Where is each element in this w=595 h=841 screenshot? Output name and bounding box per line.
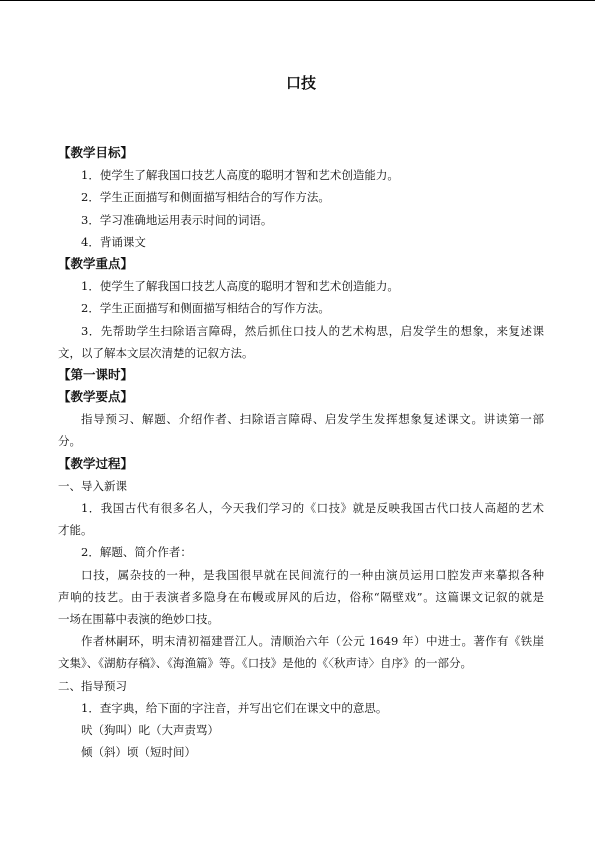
text-line: 4．背诵课文 (81, 234, 146, 249)
text-line: 1．使学生了解我国口技艺人高度的聪明才智和艺术创造能力。 (81, 168, 399, 183)
text-line: 2．学生正面描写和侧面描写相结合的写作方法。 (81, 190, 330, 205)
section-heading: 【第一课时】 (58, 366, 134, 382)
text-line: 3．学习准确地运用表示时间的词语。 (81, 212, 273, 227)
text-line: 作者林嗣环，明末清初福建晋江人。清顺治六年（公元 1649 年）中进士。著作有《铁崖 (81, 634, 544, 649)
text-line: 一、导入新课 (58, 478, 127, 493)
text-line: 文集》、《湖舫存稿》、《海渔篇》等。《口技》是他的《〈秋声诗〉自序》的一部分。 (58, 656, 472, 671)
text-line: 2．学生正面描写和侧面描写相结合的写作方法。 (81, 301, 330, 316)
text-line: 声响的技艺。由于表演者多隐身在布幔或屏风的后边，俗称“隔壁戏”。这篇课文记叙的就是 (58, 589, 544, 604)
text-line: 3．先帮助学生扫除语言障碍，然后抓住口技人的艺术构思，启发学生的想象，来复述课 (81, 323, 544, 338)
text-line: 一场在围幕中表演的绝妙口技。 (58, 611, 219, 626)
text-line: 1．查字典，给下面的字注音，并写出它们在课文中的意思。 (81, 700, 388, 715)
text-line: 1．使学生了解我国口技艺人高度的聪明才智和艺术创造能力。 (81, 279, 399, 294)
section-heading: 【教学目标】 (58, 145, 134, 160)
section-heading: 【教学要点】 (58, 389, 134, 405)
text-line: 才能。 (58, 523, 93, 538)
text-line: 口技，属杂技的一种，是我国很早就在民间流行的一种由演员运用口腔发声来摹拟各种 (81, 567, 544, 582)
document-title: 口技 (285, 74, 316, 92)
text-line: 指导预习、解题、介绍作者、扫除语言障碍、启发学生发挥想象复述课文。讲读第一部 (81, 412, 544, 427)
section-heading: 【教学过程】 (58, 455, 134, 471)
text-line: 吠（狗叫）叱（大声责骂） (81, 722, 219, 737)
text-line: 倾（斜）顷（短时间） (81, 745, 196, 760)
text-line: 分。 (58, 434, 81, 449)
text-line: 1．我国古代有很多名人，今天我们学习的《口技》就是反映我国古代口技人高超的艺术 (81, 501, 544, 515)
section-heading: 【教学重点】 (58, 255, 134, 271)
text-line: 二、指导预习 (58, 678, 127, 693)
document-body (58, 142, 544, 763)
text-line: 文，以了解本文层次清楚的记叙方法。 (58, 345, 254, 360)
text-line: 2．解题、简介作者： (81, 545, 192, 560)
top-rule (0, 0, 595, 1)
